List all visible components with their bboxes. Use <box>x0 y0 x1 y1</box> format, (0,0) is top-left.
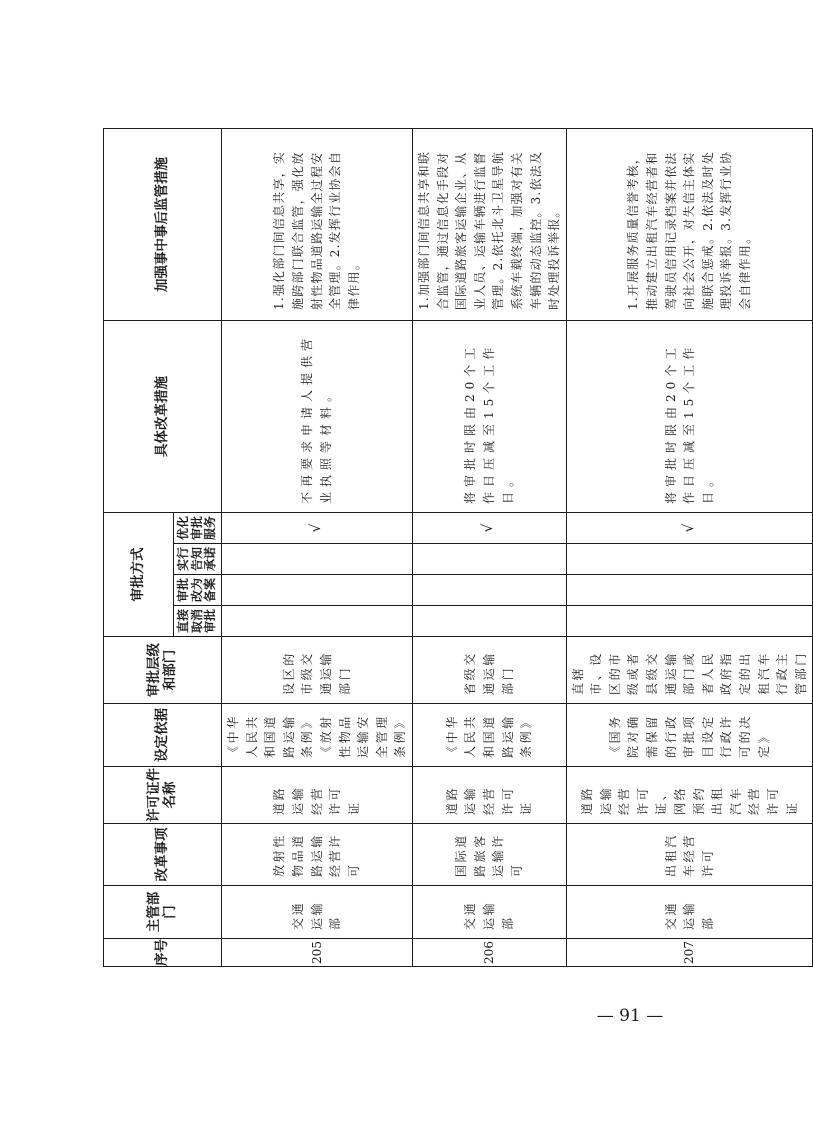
cell-mode-notify <box>566 544 813 575</box>
cell-mode-cancel <box>222 606 413 637</box>
reform-items-table <box>103 128 813 967</box>
cell-item: 放射性物品道路运输经营许可 <box>222 824 413 886</box>
cell-mode-cancel <box>412 606 566 637</box>
header-mode-filing: 审批改为备案 <box>174 575 222 606</box>
cell-basis: 《中华人民共和国道路运输条例》 <box>412 704 566 767</box>
cell-license: 道路运输经营许可证 <box>222 767 413 824</box>
header-dept: 主管部门 <box>104 886 222 939</box>
header-level: 审批层级和部门 <box>104 637 222 704</box>
cell-item: 国际道路旅客运输许可 <box>412 824 566 886</box>
cell-mode-notify <box>412 544 566 575</box>
cell-basis: 《国务院对确需保留的行政审批项目设定行政许可的决定》 <box>566 704 813 767</box>
header-item: 改革事项 <box>104 824 222 886</box>
cell-measures: 将审批时限由20个工作日压减至15个工作日。 <box>412 321 566 513</box>
cell-mode-cancel <box>566 606 813 637</box>
table-row <box>412 129 566 967</box>
cell-measures: 不再要求申请人提供营业执照等材料。 <box>222 321 413 513</box>
table-row <box>566 129 813 967</box>
checkmark-icon: √ <box>566 513 813 544</box>
header-row <box>104 129 174 967</box>
header-mode-optimize: 优化审批服务 <box>174 513 222 544</box>
header-basis: 设定依据 <box>104 704 222 767</box>
cell-license: 道路运输经营许可证 <box>412 767 566 824</box>
cell-mode-filing <box>222 575 413 606</box>
cell-mode-filing <box>566 575 813 606</box>
cell-dept: 交通运输部 <box>412 886 566 939</box>
cell-measures: 将审批时限由20个工作日压减至15个工作日。 <box>566 321 813 513</box>
header-supervision: 加强事中事后监管措施 <box>104 129 222 321</box>
page-number: — 91 — <box>596 1006 664 1026</box>
cell-level: 省级交通运输部门 <box>412 637 566 704</box>
cell-basis: 《中华人民共和国道路运输条例》《放射性物品运输安全管理条例》 <box>222 704 413 767</box>
cell-seq: 206 <box>412 939 566 967</box>
cell-seq: 205 <box>222 939 413 967</box>
cell-supervision: 1.开展服务质量信誉考核，推动建立出租汽车经营者和驾驶员信用记录档案并依法向社会公开，对失信主体实施联合惩戒。2.依法及时处理投诉举报。3.发挥行业协会自律作用。 <box>566 129 813 321</box>
header-approval-mode: 审批方式 <box>104 513 174 637</box>
cell-supervision: 1.加强部门间信息共享和联合监管，通过信息化手段对国际道路旅客运输企业、从业人员、运输车辆进行监督管理。2.依托北斗卫星导航系统车载终端，加强对有关车辆的动态监控。3.依法及时处理投诉举报。 <box>412 129 566 321</box>
table-row <box>222 129 413 967</box>
header-measures: 具体改革措施 <box>104 321 222 513</box>
cell-item: 出租汽车经营许可 <box>566 824 813 886</box>
cell-level: 设区的市级交通运输部门 <box>222 637 413 704</box>
cell-level: 直辖市、设区的市级或者县级交通运输部门或者人民政府指定的出租汽车行政主管部门 <box>566 637 813 704</box>
rotated-table-container <box>103 129 808 967</box>
checkmark-icon: √ <box>412 513 566 544</box>
header-mode-cancel: 直接取消审批 <box>174 606 222 637</box>
header-mode-notify: 实行告知承诺 <box>174 544 222 575</box>
cell-seq: 207 <box>566 939 813 967</box>
checkmark-icon: √ <box>222 513 413 544</box>
cell-license: 道路运输经营许可证、网络预约出租汽车经营许可证 <box>566 767 813 824</box>
cell-mode-filing <box>412 575 566 606</box>
cell-mode-notify <box>222 544 413 575</box>
cell-supervision: 1.强化部门间信息共享，实施跨部门联合监管，强化放射性物品道路运输全过程安全管理。2.发挥行业协会自律作用。 <box>222 129 413 321</box>
cell-dept: 交通运输部 <box>222 886 413 939</box>
header-seq: 序号 <box>104 939 222 967</box>
header-license: 许可证件名称 <box>104 767 222 824</box>
cell-dept: 交通运输部 <box>566 886 813 939</box>
